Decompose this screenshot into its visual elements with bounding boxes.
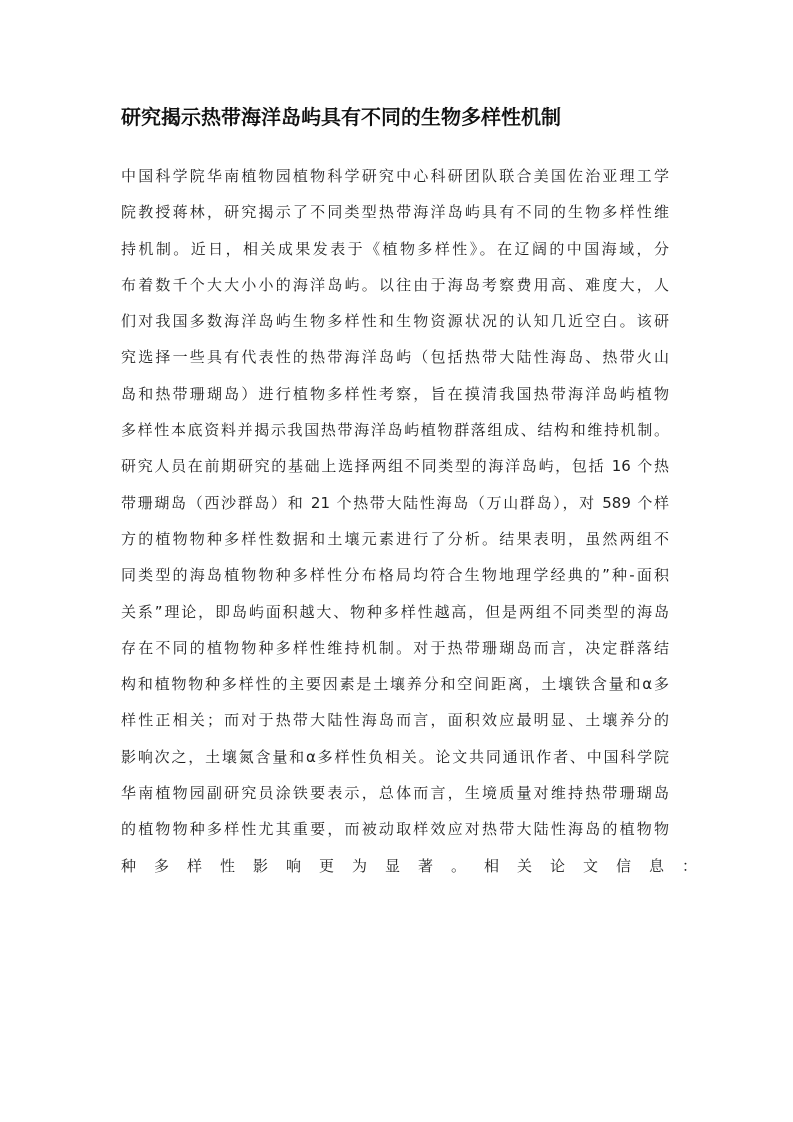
paragraph-line: 的植物物种多样性尤其重要，而被动取样效应对热带大陆性海岛的植物物 — [121, 820, 669, 839]
paragraph-line: 究选择一些具有代表性的热带海洋岛屿（包括热带大陆性海岛、热带火山 — [121, 348, 669, 367]
article-title: 研究揭示热带海洋岛屿具有不同的生物多样性机制 — [121, 105, 561, 129]
paragraph-line: 中国科学院华南植物园植物科学研究中心科研团队联合美国佐治亚理工学 — [121, 167, 669, 185]
paragraph-line: 方的植物物种多样性数据和土壤元素进行了分析。结果表明，虽然两组不 — [121, 529, 669, 548]
paragraph-line: 存在不同的植物物种多样性维持机制。对于热带珊瑚岛而言，决定群落结 — [121, 638, 669, 657]
paragraph-line: 院教授蒋林，研究揭示了不同类型热带海洋岛屿具有不同的生物多样性维 — [121, 203, 669, 222]
paragraph-line: 同类型的海岛植物物种多样性分布格局均符合生物地理学经典的”种-面积 — [121, 566, 669, 585]
paragraph-line: 布着数千个大大小小的海洋岛屿。以往由于海岛考察费用高、难度大，人 — [121, 275, 669, 294]
paragraph-last-line: 种多样性影响更为显著。相关论文信息： — [121, 856, 716, 875]
paragraph-line: 研究人员在前期研究的基础上选择两组不同类型的海洋岛屿，包括 16 个热 — [121, 457, 669, 476]
paragraph-line: 影响次之，土壤氮含量和α多样性负相关。论文共同通讯作者、中国科学院 — [121, 747, 669, 766]
paragraph-line: 样性正相关；而对于热带大陆性海岛而言，面积效应最明显、土壤养分的 — [121, 711, 669, 730]
paragraph-line: 关系”理论，即岛屿面积越大、物种多样性越高，但是两组不同类型的海岛 — [121, 602, 669, 621]
paragraph-line: 华南植物园副研究员涂铁要表示，总体而言，生境质量对维持热带珊瑚岛 — [121, 784, 669, 803]
paragraph-line: 多样性本底资料并揭示我国热带海洋岛屿植物群落组成、结构和维持机制。 — [121, 421, 669, 440]
paragraph-line: 带珊瑚岛（西沙群岛）和 21 个热带大陆性海岛（万山群岛），对 589 个样 — [121, 493, 669, 512]
paragraph-line: 岛和热带珊瑚岛）进行植物多样性考察，旨在摸清我国热带海洋岛屿植物 — [121, 384, 669, 403]
article-body — [121, 158, 716, 884]
paragraph-line: 们对我国多数海洋岛屿生物多样性和生物资源状况的认知几近空白。该研 — [121, 312, 669, 331]
paragraph-line: 构和植物物种多样性的主要因素是土壤养分和空间距离，土壤铁含量和α多 — [121, 675, 669, 694]
paragraph-line: 持机制。近日，相关成果发表于《植物多样性》。在辽阔的中国海域，分 — [121, 239, 669, 258]
